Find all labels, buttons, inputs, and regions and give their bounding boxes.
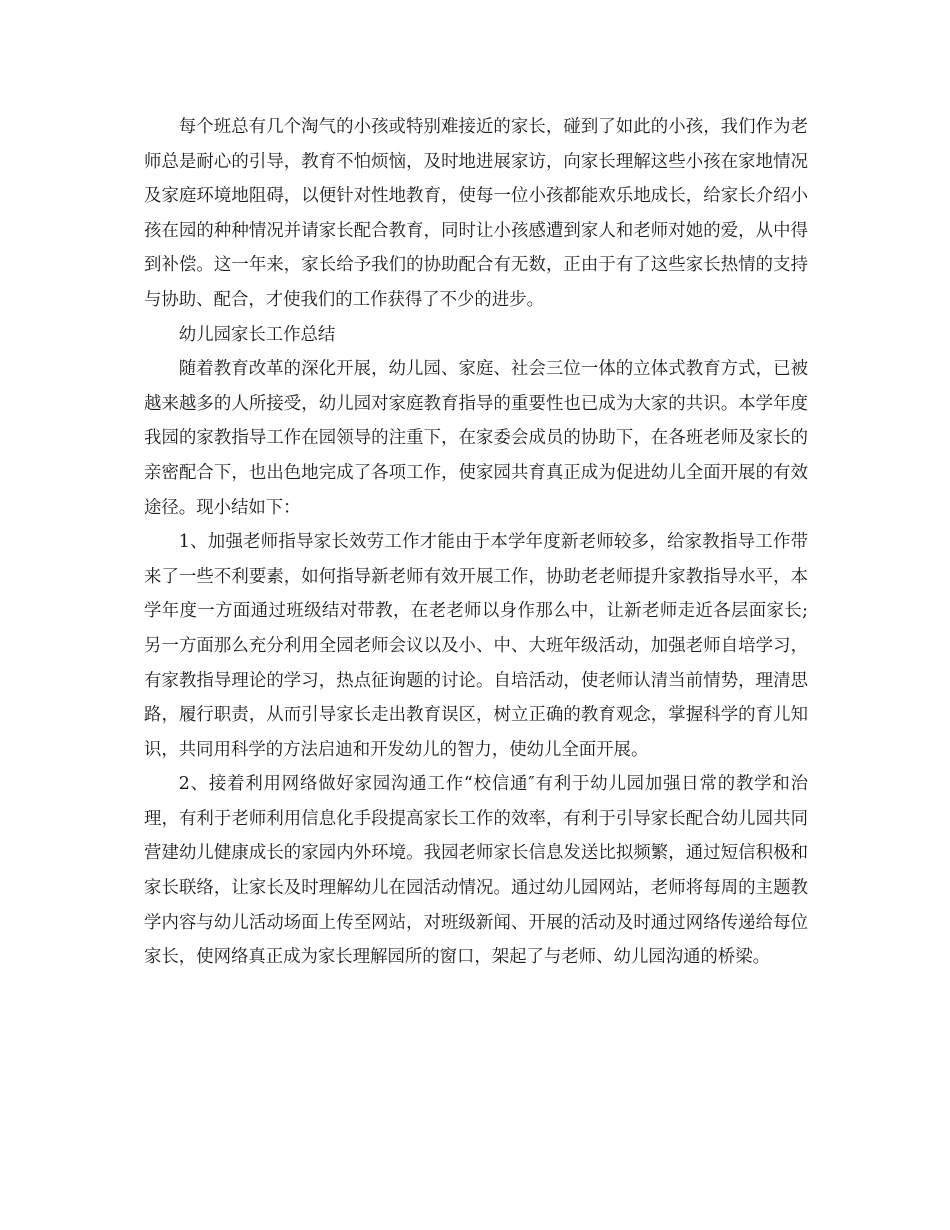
paragraph-item-1: 1、加强老师指导家长效劳工作才能由于本学年度新老师较多，给家教指导工作带来了一些不利要素，如何指导新老师有效开展工作，协助老老师提升家教指导水平，本学年度一方面通过班级结对带教，在老老师以身作那么中，让新老师走近各层面家长;另一方面那么充分利用全园老师会议以及小、中、大班年级活动，加强老师自培学习，有家教指导理论的学习，热点征询题的讨论。自培活动，使老师认清当前情势，理清思路，履行职责，从而引导家长走出教育误区，树立正确的教育观念，掌握科学的育儿知识，共同用科学的方法启迪和开发幼儿的智力，使幼儿全面开展。 [144, 532, 808, 760]
document-body [144, 110, 808, 975]
paragraph-introduction: 随着教育改革的深化开展，幼儿园、家庭、社会三位一体的立体式教育方式，已被越来越多的人所接受，幼儿园对家庭教育指导的重要性也已成为大家的共识。本学年度我园的家教指导工作在园领导的注重下，在家委会成员的协助下，在各班老师及家长的亲密配合下，也出色地完成了各项工作，使家园共育真正成为促进幼儿全面开展的有效途径。现小结如下： [144, 359, 808, 518]
paragraph-parent-cooperation: 每个班总有几个淘气的小孩或特别难接近的家长，碰到了如此的小孩，我们作为老师总是耐心的引导，教育不怕烦恼，及时地进展家访，向家长理解这些小孩在家地情况及家庭环境地阻碍，以便针对性地教育，使每一位小孩都能欢乐地成长，给家长介绍小孩在园的种种情况并请家长配合教育，同时让小孩感遭到家人和老师对她的爱，从中得到补偿。这一年来，家长给予我们的协助配合有无数，正由于有了这些家长热情的支持与协助、配合，才使我们的工作获得了不少的进步。 [144, 117, 808, 310]
section-title: 幼儿园家长工作总结 [178, 324, 336, 345]
paragraph-item-2: 2、接着利用网络做好家园沟通工作“校信通″有利于幼儿园加强日常的教学和治理，有利于老师利用信息化手段提高家长工作的效率，有利于引导家长配合幼儿园共同营建幼儿健康成长的家园内外环境。我园老师家长信息发送比拟频繁，通过短信积极和家长联络，让家长及时理解幼儿在园活动情况。通过幼儿园网站，老师将每周的主题教学内容与幼儿活动场面上传至网站，对班级新闻、开展的活动及时通过网络传递给每位家长，使网络真正成为家长理解园所的窗口，架起了与老师、幼儿园沟通的桥梁。 [144, 774, 808, 968]
